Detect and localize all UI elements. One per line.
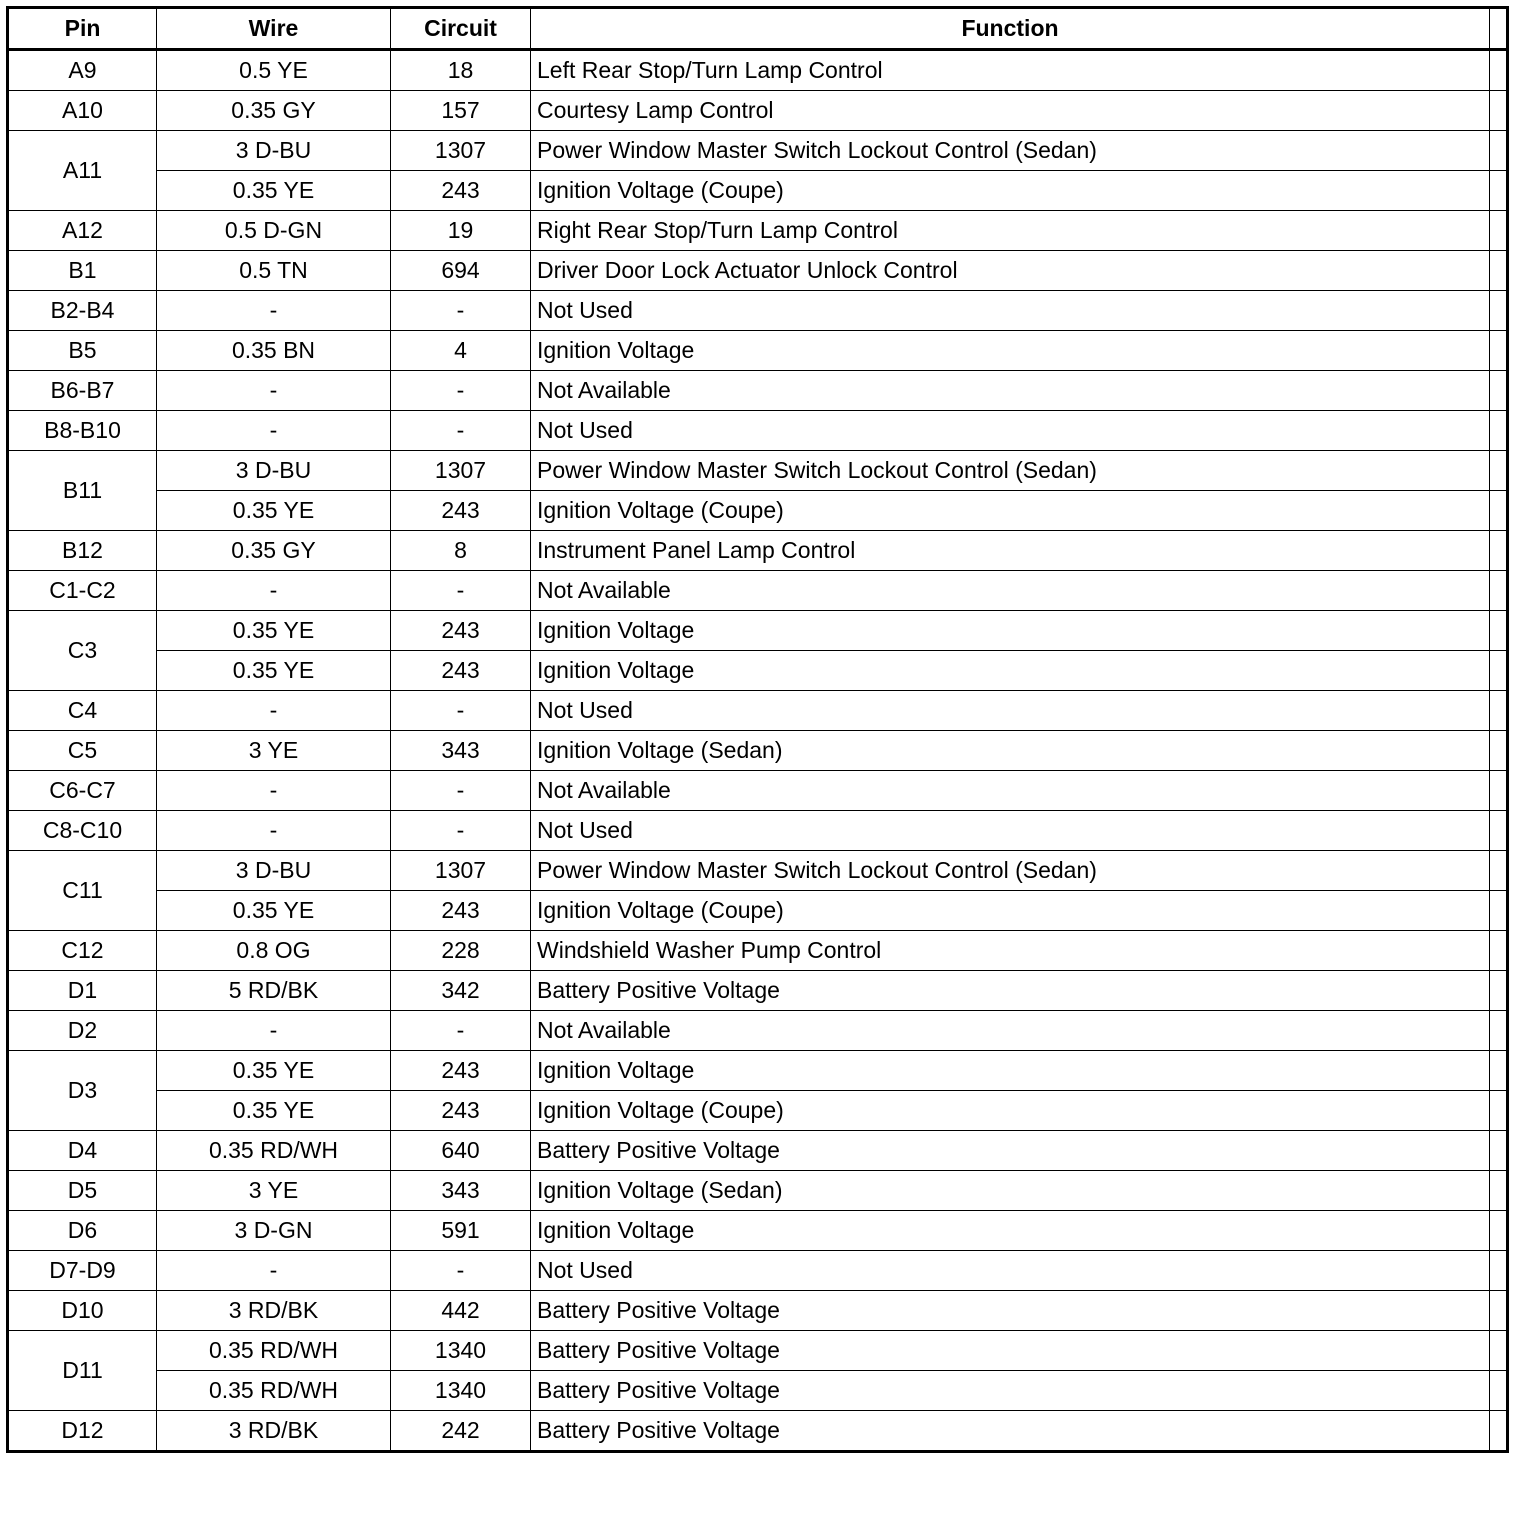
cell-function: Right Rear Stop/Turn Lamp Control (531, 211, 1490, 251)
cell-wire: 0.35 RD/WH (157, 1131, 391, 1171)
cell-circuit: - (391, 1251, 531, 1291)
table-header (8, 8, 1508, 50)
table-row (8, 50, 1508, 91)
cell-pin: C4 (8, 691, 157, 731)
cell-wire: 3 D-BU (157, 131, 391, 171)
cell-pin: A10 (8, 91, 157, 131)
table-row (8, 411, 1508, 451)
cell-pin: C8-C10 (8, 811, 157, 851)
cell-wire: - (157, 371, 391, 411)
cell-spare (1490, 251, 1508, 291)
cell-function: Battery Positive Voltage (531, 1291, 1490, 1331)
cell-function: Battery Positive Voltage (531, 971, 1490, 1011)
cell-spare (1490, 331, 1508, 371)
cell-spare (1490, 651, 1508, 691)
cell-pin: D12 (8, 1411, 157, 1452)
cell-circuit: 228 (391, 931, 531, 971)
cell-wire: 0.35 YE (157, 491, 391, 531)
table-row (8, 731, 1508, 771)
cell-function: Not Available (531, 1011, 1490, 1051)
cell-circuit: - (391, 771, 531, 811)
cell-spare (1490, 931, 1508, 971)
cell-function: Courtesy Lamp Control (531, 91, 1490, 131)
cell-spare (1490, 1091, 1508, 1131)
cell-circuit: 694 (391, 251, 531, 291)
cell-wire: 3 YE (157, 1171, 391, 1211)
cell-spare (1490, 731, 1508, 771)
cell-function: Not Used (531, 411, 1490, 451)
cell-function: Not Used (531, 291, 1490, 331)
cell-spare (1490, 531, 1508, 571)
header-function: Function (531, 8, 1490, 50)
cell-spare (1490, 171, 1508, 211)
table-row (8, 251, 1508, 291)
cell-wire: 0.35 RD/WH (157, 1331, 391, 1371)
cell-wire: 3 RD/BK (157, 1411, 391, 1452)
table-row (8, 331, 1508, 371)
table-row (8, 1411, 1508, 1452)
cell-pin: A12 (8, 211, 157, 251)
cell-wire: - (157, 1011, 391, 1051)
cell-pin: B6-B7 (8, 371, 157, 411)
cell-spare (1490, 1051, 1508, 1091)
table-row (8, 491, 1508, 531)
cell-spare (1490, 371, 1508, 411)
table-row (8, 811, 1508, 851)
cell-pin: D6 (8, 1211, 157, 1251)
cell-spare (1490, 1251, 1508, 1291)
table-row (8, 1331, 1508, 1371)
cell-circuit: 343 (391, 1171, 531, 1211)
cell-pin: C1-C2 (8, 571, 157, 611)
cell-circuit: 243 (391, 891, 531, 931)
cell-circuit: 343 (391, 731, 531, 771)
cell-spare (1490, 411, 1508, 451)
cell-function: Power Window Master Switch Lockout Control (Sedan) (531, 451, 1490, 491)
table-row (8, 771, 1508, 811)
cell-spare (1490, 1011, 1508, 1051)
cell-wire: - (157, 771, 391, 811)
cell-spare (1490, 211, 1508, 251)
cell-function: Power Window Master Switch Lockout Control (Sedan) (531, 851, 1490, 891)
cell-wire: 0.35 YE (157, 1091, 391, 1131)
cell-pin: A11 (8, 131, 157, 211)
cell-pin: C11 (8, 851, 157, 931)
table-row (8, 1131, 1508, 1171)
cell-circuit: 442 (391, 1291, 531, 1331)
cell-circuit: 1340 (391, 1331, 531, 1371)
cell-circuit: 1340 (391, 1371, 531, 1411)
table-row (8, 1251, 1508, 1291)
cell-function: Ignition Voltage (531, 611, 1490, 651)
cell-function: Not Available (531, 771, 1490, 811)
cell-spare (1490, 1171, 1508, 1211)
cell-wire: - (157, 811, 391, 851)
cell-pin: D11 (8, 1331, 157, 1411)
cell-wire: - (157, 571, 391, 611)
table-row (8, 1171, 1508, 1211)
cell-function: Left Rear Stop/Turn Lamp Control (531, 50, 1490, 91)
cell-wire: 3 D-BU (157, 851, 391, 891)
table-row (8, 851, 1508, 891)
cell-spare (1490, 691, 1508, 731)
table-row (8, 91, 1508, 131)
table-row (8, 131, 1508, 171)
cell-circuit: 8 (391, 531, 531, 571)
cell-wire: 3 D-GN (157, 1211, 391, 1251)
cell-wire: 0.35 GY (157, 531, 391, 571)
cell-function: Ignition Voltage (531, 1211, 1490, 1251)
cell-circuit: - (391, 811, 531, 851)
header-row (8, 8, 1508, 50)
cell-circuit: 242 (391, 1411, 531, 1452)
cell-spare (1490, 1131, 1508, 1171)
table-row (8, 1371, 1508, 1411)
cell-wire: 3 D-BU (157, 451, 391, 491)
cell-wire: 0.35 YE (157, 891, 391, 931)
cell-circuit: - (391, 371, 531, 411)
cell-pin: B1 (8, 251, 157, 291)
cell-circuit: 18 (391, 50, 531, 91)
cell-circuit: 1307 (391, 851, 531, 891)
cell-spare (1490, 1371, 1508, 1411)
cell-wire: - (157, 691, 391, 731)
cell-function: Ignition Voltage (531, 651, 1490, 691)
cell-wire: 0.5 YE (157, 50, 391, 91)
cell-pin: D1 (8, 971, 157, 1011)
cell-spare (1490, 971, 1508, 1011)
cell-wire: 0.35 YE (157, 651, 391, 691)
cell-function: Ignition Voltage (Coupe) (531, 491, 1490, 531)
cell-pin: B8-B10 (8, 411, 157, 451)
cell-circuit: 19 (391, 211, 531, 251)
cell-pin: B2-B4 (8, 291, 157, 331)
cell-spare (1490, 451, 1508, 491)
table-row (8, 611, 1508, 651)
cell-pin: D7-D9 (8, 1251, 157, 1291)
cell-spare (1490, 771, 1508, 811)
cell-function: Battery Positive Voltage (531, 1131, 1490, 1171)
cell-circuit: 157 (391, 91, 531, 131)
cell-wire: - (157, 411, 391, 451)
cell-function: Battery Positive Voltage (531, 1371, 1490, 1411)
cell-circuit: 243 (391, 651, 531, 691)
cell-spare (1490, 1331, 1508, 1371)
cell-circuit: - (391, 1011, 531, 1051)
cell-circuit: - (391, 291, 531, 331)
table-row (8, 931, 1508, 971)
cell-function: Driver Door Lock Actuator Unlock Control (531, 251, 1490, 291)
cell-circuit: 640 (391, 1131, 531, 1171)
cell-function: Ignition Voltage (Coupe) (531, 171, 1490, 211)
table-row (8, 371, 1508, 411)
cell-wire: 0.35 GY (157, 91, 391, 131)
header-wire: Wire (157, 8, 391, 50)
cell-function: Not Used (531, 811, 1490, 851)
table-row (8, 451, 1508, 491)
cell-pin: B12 (8, 531, 157, 571)
cell-pin: D4 (8, 1131, 157, 1171)
table-row (8, 651, 1508, 691)
header-spare-column (1490, 8, 1508, 50)
cell-function: Ignition Voltage (531, 331, 1490, 371)
cell-pin: B5 (8, 331, 157, 371)
cell-spare (1490, 91, 1508, 131)
cell-spare (1490, 291, 1508, 331)
cell-wire: 0.8 OG (157, 931, 391, 971)
cell-pin: C5 (8, 731, 157, 771)
cell-circuit: 591 (391, 1211, 531, 1251)
cell-wire: - (157, 1251, 391, 1291)
cell-circuit: 243 (391, 1091, 531, 1131)
cell-function: Ignition Voltage (Sedan) (531, 1171, 1490, 1211)
cell-function: Windshield Washer Pump Control (531, 931, 1490, 971)
cell-circuit: 1307 (391, 451, 531, 491)
cell-spare (1490, 811, 1508, 851)
table-row (8, 971, 1508, 1011)
cell-function: Not Available (531, 571, 1490, 611)
cell-pin: C6-C7 (8, 771, 157, 811)
cell-function: Instrument Panel Lamp Control (531, 531, 1490, 571)
table-row (8, 531, 1508, 571)
table-row (8, 1051, 1508, 1091)
connector-pinout-table (6, 6, 1509, 1453)
cell-pin: D2 (8, 1011, 157, 1051)
cell-wire: 0.35 BN (157, 331, 391, 371)
cell-circuit: - (391, 571, 531, 611)
cell-wire: 3 YE (157, 731, 391, 771)
table-row (8, 211, 1508, 251)
cell-wire: 3 RD/BK (157, 1291, 391, 1331)
cell-wire: 0.5 D-GN (157, 211, 391, 251)
cell-circuit: - (391, 691, 531, 731)
cell-pin: D5 (8, 1171, 157, 1211)
cell-circuit: 342 (391, 971, 531, 1011)
cell-pin: C3 (8, 611, 157, 691)
cell-spare (1490, 891, 1508, 931)
cell-circuit: 243 (391, 611, 531, 651)
table-row (8, 1211, 1508, 1251)
cell-spare (1490, 571, 1508, 611)
cell-function: Not Used (531, 1251, 1490, 1291)
cell-function: Battery Positive Voltage (531, 1411, 1490, 1452)
cell-circuit: 4 (391, 331, 531, 371)
table-row (8, 291, 1508, 331)
table-row (8, 1091, 1508, 1131)
cell-function: Ignition Voltage (Coupe) (531, 1091, 1490, 1131)
cell-circuit: 1307 (391, 131, 531, 171)
cell-function: Ignition Voltage (Coupe) (531, 891, 1490, 931)
cell-function: Ignition Voltage (531, 1051, 1490, 1091)
table-row (8, 171, 1508, 211)
cell-wire: 0.5 TN (157, 251, 391, 291)
table-row (8, 1011, 1508, 1051)
cell-pin: C12 (8, 931, 157, 971)
table-row (8, 891, 1508, 931)
cell-wire: 0.35 YE (157, 171, 391, 211)
cell-pin: D10 (8, 1291, 157, 1331)
cell-spare (1490, 491, 1508, 531)
cell-spare (1490, 611, 1508, 651)
cell-pin: B11 (8, 451, 157, 531)
cell-function: Power Window Master Switch Lockout Control (Sedan) (531, 131, 1490, 171)
cell-wire: - (157, 291, 391, 331)
cell-spare (1490, 131, 1508, 171)
table-body (8, 50, 1508, 1452)
cell-wire: 0.35 RD/WH (157, 1371, 391, 1411)
cell-circuit: 243 (391, 171, 531, 211)
table-row (8, 571, 1508, 611)
cell-wire: 0.35 YE (157, 611, 391, 651)
cell-spare (1490, 1211, 1508, 1251)
cell-pin: A9 (8, 50, 157, 91)
cell-spare (1490, 1411, 1508, 1452)
header-pin: Pin (8, 8, 157, 50)
cell-circuit: - (391, 411, 531, 451)
table-row (8, 691, 1508, 731)
cell-spare (1490, 1291, 1508, 1331)
cell-pin: D3 (8, 1051, 157, 1131)
cell-wire: 0.35 YE (157, 1051, 391, 1091)
table-row (8, 1291, 1508, 1331)
cell-function: Not Used (531, 691, 1490, 731)
cell-wire: 5 RD/BK (157, 971, 391, 1011)
cell-circuit: 243 (391, 491, 531, 531)
cell-function: Not Available (531, 371, 1490, 411)
cell-circuit: 243 (391, 1051, 531, 1091)
header-circuit: Circuit (391, 8, 531, 50)
cell-spare (1490, 851, 1508, 891)
cell-function: Ignition Voltage (Sedan) (531, 731, 1490, 771)
cell-spare (1490, 50, 1508, 91)
cell-function: Battery Positive Voltage (531, 1331, 1490, 1371)
